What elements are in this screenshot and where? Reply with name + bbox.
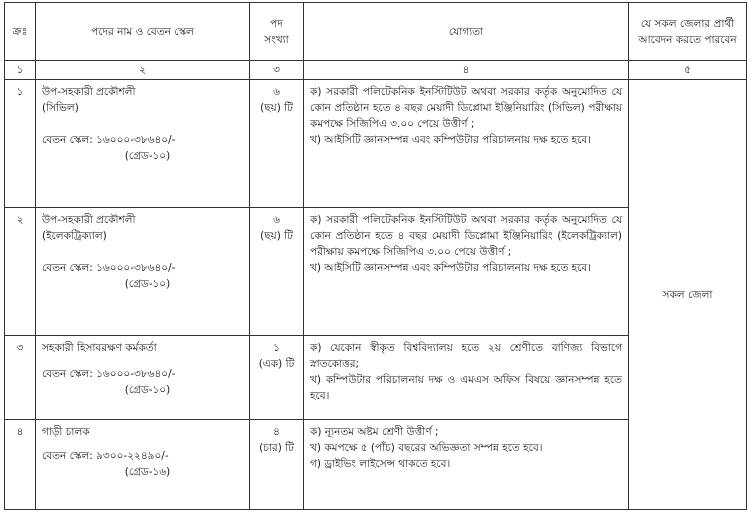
qualification-item: ক) সরকারী পলিটেকনিক ইনস্টিটিউট অথবা সরকার কর্তৃক অনুমোদিত যে কোন প্রতিষ্ঠান হতে ৪ বছর মেয়াদী ডিপ্লোমা ইঞ্জিনিয়ারিং (সিভিল) পরীক্ষায় কমপক্ষে সিজিপিএ ৩.০০ পেয়ে উত্তীর্ণ ;: [310, 86, 622, 130]
post-subtitle: (সিভিল): [42, 102, 79, 114]
pay-grade: (গ্রেড-১৬): [124, 466, 171, 478]
qualification-cell: [304, 80, 629, 208]
post-count-cell: [250, 80, 304, 208]
post-count-cell: [250, 420, 304, 510]
qualification-cell: [304, 336, 629, 420]
post-subtitle: (ইলেকট্রিক্যাল): [42, 230, 107, 242]
post-count-words: (চার) টি: [259, 442, 294, 454]
qualification-cell: [304, 420, 629, 510]
pay-grade: (গ্রেড-১০): [124, 384, 171, 396]
post-name: উপ-সহকারী প্রকৌশলী: [42, 214, 136, 226]
post-cell: [36, 336, 250, 420]
header-count: পদ সংখ্যা: [250, 3, 304, 61]
qualification-item: ক) ন্যূনতম অষ্টম শ্রেণী উত্তীর্ণ ;: [310, 426, 439, 438]
post-cell: [36, 80, 250, 208]
pay-scale: বেতন স্কেল: ১৬০০০-৩৮৬৪০/-: [42, 134, 176, 146]
post-count-words: (ছয়) টি: [260, 230, 293, 242]
post-count-cell: [250, 336, 304, 420]
qualification-item: ক) যেকোন স্বীকৃত বিশ্ববিদ্যালয় হতে ২য় শ্রেণীতে বাণিজ্য বিভাগে স্নাতকোত্তর;: [310, 342, 622, 370]
column-number: ৫: [629, 61, 747, 80]
post-name: উপ-সহকারী প্রকৌশলী: [42, 86, 136, 98]
post-count-words: (এক) টি: [258, 358, 295, 370]
column-number: ৪: [304, 61, 629, 80]
post-cell: [36, 208, 250, 336]
row-serial: ২: [5, 208, 36, 336]
post-cell: [36, 420, 250, 510]
qualification-item: ক) সরকারী পলিটেকনিক ইনস্টিটিউট অথবা সরকার কর্তৃক অনুমোদিত যে কোন প্রতিষ্ঠান হতে ৪ বছর মেয়াদী ডিপ্লোমা ইঞ্জিনিয়ারিং (ইলেকট্রিক্যাল) পরীক্ষায় কমপক্ষে সিজিপিএ ৩.০০ পেয়ে উত্তীর্ণ ;: [310, 214, 622, 258]
row-serial: ৩: [5, 336, 36, 420]
header-qualification: যোগ্যতা: [304, 3, 629, 61]
qualification-item: খ) আইসিটি জ্ঞানসম্পন্ন এবং কম্পিউটার পরিচালনায় দক্ষ হতে হবে।: [310, 262, 592, 274]
header-district: যে সকল জেলার প্রার্থী আবেদন করতে পারবেন: [629, 3, 747, 61]
header-row: [5, 3, 747, 61]
post-count-cell: [250, 208, 304, 336]
column-number-row: [5, 61, 747, 80]
post-count: ৬: [273, 86, 280, 98]
post-name: সহকারী হিসাবরক্ষণ কর্মকর্তা: [42, 342, 157, 354]
pay-scale: বেতন স্কেল: ১৬০০০-৩৮৬৪০/-: [42, 368, 176, 380]
qualification-item: খ) আইসিটি জ্ঞানসম্পন্ন এবং কম্পিউটার পরিচালনায় দক্ষ হতে হবে।: [310, 134, 592, 146]
post-count: ১: [273, 342, 280, 354]
pay-grade: (গ্রেড-১০): [124, 278, 171, 290]
post-count-words: (ছয়) টি: [260, 102, 293, 114]
table-row: [5, 80, 747, 208]
pay-scale: বেতন স্কেল: ৯৩০০-২২৪৯০/-: [42, 450, 169, 462]
post-count: ৬: [273, 214, 280, 226]
pay-scale: বেতন স্কেল: ১৬০০০-৩৮৬৪০/-: [42, 262, 176, 274]
qualification-item: গ) ড্রাইভিং লাইসেন্স থাকতে হবে।: [310, 458, 451, 470]
qualification-cell: [304, 208, 629, 336]
post-name: গাড়ী চালক: [42, 426, 90, 438]
header-serial: ক্রঃ: [5, 3, 36, 61]
column-number: ১: [5, 61, 36, 80]
column-number: ২: [36, 61, 250, 80]
qualification-item: খ) কম্পিউটার পরিচালনায় দক্ষ ও এমএস অফিস বিষয়ে জ্ঞানসম্পন্ন হতে হবে।: [310, 374, 622, 402]
recruitment-table: [4, 2, 747, 510]
header-post: পদের নাম ও বেতন স্কেল: [36, 3, 250, 61]
pay-grade: (গ্রেড-১০): [124, 150, 171, 162]
qualification-item: খ) কমপক্ষে ৫ (পাঁচ) বছরের অভিজ্ঞতা সম্পন্ন হতে হবে।: [310, 442, 543, 454]
row-serial: ৪: [5, 420, 36, 510]
district-cell: সকল জেলা: [629, 80, 747, 510]
column-number: ৩: [250, 61, 304, 80]
post-count: ৪: [273, 426, 280, 438]
row-serial: ১: [5, 80, 36, 208]
